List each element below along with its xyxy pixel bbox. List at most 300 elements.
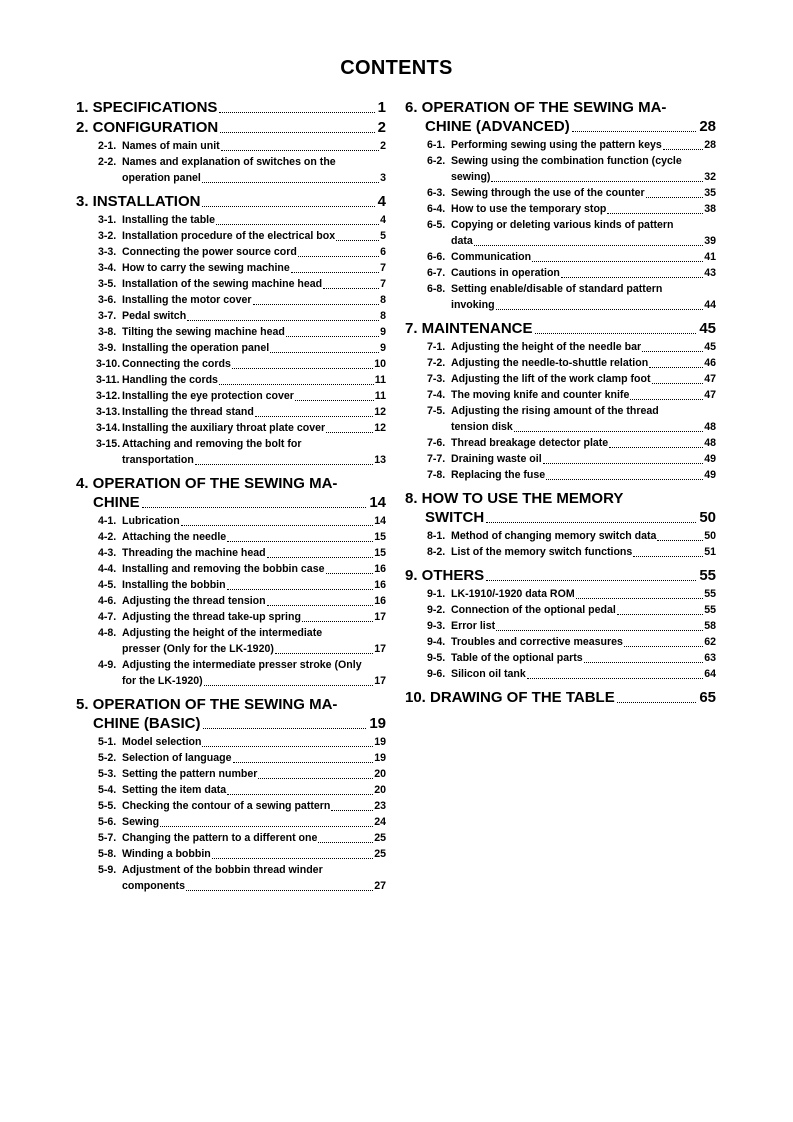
item-number: 4-9. (98, 659, 117, 671)
item-title-cont: transportation (122, 454, 194, 466)
item-number: 9-4. (427, 636, 446, 648)
toc-item[interactable] (405, 137, 716, 153)
item-page: 25 (374, 848, 386, 860)
item-number: 4-2. (98, 531, 117, 543)
item-page: 38 (704, 203, 716, 215)
item-page: 55 (704, 604, 716, 616)
leader-dots (663, 149, 703, 150)
item-page: 17 (374, 675, 386, 687)
item-title: Lubrication (122, 515, 180, 527)
item-number: 4-3. (98, 547, 117, 559)
item-number: 5-2. (98, 752, 117, 764)
toc-item[interactable] (405, 650, 716, 666)
leader-dots (202, 206, 374, 207)
item-page: 47 (704, 389, 716, 401)
leader-dots (646, 197, 704, 198)
section-title-cont: CHINE (ADVANCED) (425, 118, 570, 135)
item-page: 62 (704, 636, 716, 648)
leader-dots (561, 277, 703, 278)
item-page: 16 (374, 579, 386, 591)
toc-item[interactable] (76, 609, 386, 625)
toc-item[interactable] (76, 356, 386, 372)
item-number: 3-4. (98, 262, 117, 274)
toc-item[interactable] (76, 814, 386, 830)
item-number: 5-4. (98, 784, 117, 796)
toc-item[interactable] (405, 339, 716, 355)
toc-item[interactable] (405, 371, 716, 387)
item-title: Handling the cords (122, 374, 218, 386)
item-number: 6-8. (427, 283, 446, 295)
item-title: Table of the optional parts (451, 652, 583, 664)
toc-item[interactable] (76, 782, 386, 798)
item-page: 7 (380, 262, 386, 274)
leader-dots (181, 525, 374, 526)
leader-dots (286, 336, 379, 337)
item-page: 47 (704, 373, 716, 385)
leader-dots (160, 826, 373, 827)
toc-section-3[interactable] (76, 192, 386, 211)
item-page: 20 (374, 784, 386, 796)
item-title: Draining waste oil (451, 453, 542, 465)
item-title: Checking the contour of a sewing pattern (122, 800, 331, 812)
item-page: 43 (704, 267, 716, 279)
item-title: Installing the eye protection cover (122, 390, 294, 402)
toc-item[interactable] (405, 528, 716, 544)
leader-dots (253, 304, 380, 305)
item-number: 3-14. (96, 422, 121, 434)
leader-dots (212, 858, 373, 859)
toc-section-9[interactable] (405, 566, 716, 585)
item-page: 11 (374, 374, 386, 386)
item-title: Installing the auxiliary throat plate cover (122, 422, 326, 434)
toc-item[interactable] (405, 153, 716, 185)
item-number: 6-3. (427, 187, 446, 199)
leader-dots (617, 614, 703, 615)
section-page: 28 (699, 118, 716, 135)
item-title: Setting the pattern number (122, 768, 258, 780)
section-page: 19 (369, 715, 386, 732)
item-page: 44 (704, 299, 716, 311)
toc-item[interactable] (76, 228, 386, 244)
leader-dots (204, 685, 374, 686)
item-title: Communication (451, 251, 532, 263)
item-number: 6-1. (427, 139, 446, 151)
item-page: 49 (704, 469, 716, 481)
leader-dots (642, 351, 703, 352)
leader-dots (649, 367, 703, 368)
item-page: 15 (374, 531, 386, 543)
item-page: 17 (374, 643, 386, 655)
toc-item[interactable] (76, 276, 386, 292)
leader-dots (318, 842, 373, 843)
item-title: Performing sewing using the pattern keys (451, 139, 662, 151)
item-number: 7-2. (427, 357, 446, 369)
section-title: 6. OPERATION OF THE SEWING MA- (405, 99, 667, 116)
item-page: 45 (704, 341, 716, 353)
item-page: 49 (704, 453, 716, 465)
item-page: 5 (380, 230, 386, 242)
toc-item[interactable] (76, 436, 386, 468)
toc-section-10[interactable] (405, 688, 716, 707)
item-page: 63 (704, 652, 716, 664)
section-page: 50 (699, 509, 716, 526)
item-number: 7-4. (427, 389, 446, 401)
item-page: 9 (380, 326, 386, 338)
toc-item[interactable] (76, 244, 386, 260)
item-title: Installing and removing the bobbin case (122, 563, 325, 575)
leader-dots (227, 794, 373, 795)
leader-dots (474, 245, 703, 246)
toc-item[interactable] (76, 577, 386, 593)
toc-item[interactable] (76, 388, 386, 404)
section-title-cont: CHINE (93, 494, 140, 511)
section-page: 14 (369, 494, 386, 511)
item-title: Setting the item data (122, 784, 227, 796)
item-number: 8-2. (427, 546, 446, 558)
item-title: Connection of the optional pedal (451, 604, 616, 616)
item-number: 3-6. (98, 294, 117, 306)
toc-item[interactable] (405, 355, 716, 371)
leader-dots (220, 132, 374, 133)
item-title-cont: invoking (451, 299, 495, 311)
toc-item[interactable] (76, 420, 386, 436)
section-title-cont: CHINE (BASIC) (93, 715, 201, 732)
item-page: 46 (704, 357, 716, 369)
section-title: 4. OPERATION OF THE SEWING MA- (76, 475, 338, 492)
item-page: 41 (704, 251, 716, 263)
section-title: 9. OTHERS (405, 567, 485, 584)
toc-item[interactable] (76, 260, 386, 276)
leader-dots (633, 556, 703, 557)
leader-dots (233, 762, 374, 763)
item-title: Error list (451, 620, 496, 632)
item-page: 19 (374, 752, 386, 764)
toc-item[interactable] (76, 750, 386, 766)
item-title: Connecting the power source cord (122, 246, 297, 258)
leader-dots (219, 112, 374, 113)
item-page: 8 (380, 310, 386, 322)
item-page: 8 (380, 294, 386, 306)
toc-item[interactable] (405, 467, 716, 483)
item-title: Adjusting the intermediate presser stroke (Only (122, 659, 362, 671)
section-page: 55 (699, 567, 716, 584)
toc-item[interactable] (76, 324, 386, 340)
leader-dots (255, 416, 373, 417)
leader-dots (543, 463, 704, 464)
toc-right-column (405, 98, 716, 708)
item-page: 10 (374, 358, 386, 370)
toc-section-6[interactable] (405, 98, 716, 136)
toc-item[interactable] (76, 798, 386, 814)
item-number: 9-3. (427, 620, 446, 632)
toc-item[interactable] (405, 217, 716, 249)
item-title: How to carry the sewing machine (122, 262, 290, 274)
item-page: 14 (374, 515, 386, 527)
item-page: 25 (374, 832, 386, 844)
page-title: CONTENTS (340, 57, 453, 79)
item-title: Method of changing memory switch data (451, 530, 657, 542)
leader-dots (657, 540, 703, 541)
item-number: 8-1. (427, 530, 446, 542)
item-number: 7-6. (427, 437, 446, 449)
leader-dots (496, 309, 704, 310)
toc-item[interactable] (76, 138, 386, 154)
toc-item[interactable] (405, 618, 716, 634)
toc-item[interactable] (76, 154, 386, 186)
toc-item[interactable] (76, 292, 386, 308)
leader-dots (232, 368, 373, 369)
section-title: 3. INSTALLATION (76, 193, 201, 210)
item-number: 5-5. (98, 800, 117, 812)
item-title: Setting enable/disable of standard pattern (451, 283, 663, 295)
item-title: LK-1910/-1920 data ROM (451, 588, 575, 600)
item-number: 6-6. (427, 251, 446, 263)
toc-section-4[interactable] (76, 474, 386, 512)
toc-section-5[interactable] (76, 695, 386, 733)
section-page: 65 (699, 689, 716, 706)
item-page: 12 (374, 422, 386, 434)
toc-item[interactable] (76, 561, 386, 577)
toc-item[interactable] (405, 281, 716, 313)
toc-item[interactable] (76, 593, 386, 609)
toc-item[interactable] (76, 513, 386, 529)
item-page: 55 (704, 588, 716, 600)
item-page: 9 (380, 342, 386, 354)
item-title: Attaching the needle (122, 531, 227, 543)
item-number: 5-9. (98, 864, 117, 876)
item-title-cont: tension disk (451, 421, 513, 433)
item-title: Sewing using the combination function (cycle (451, 155, 682, 167)
leader-dots (532, 261, 703, 262)
leader-dots (624, 646, 703, 647)
toc-item[interactable] (405, 185, 716, 201)
item-number: 3-10. (96, 358, 121, 370)
item-page: 28 (704, 139, 716, 151)
item-title: Adjustment of the bobbin thread winder (122, 864, 323, 876)
leader-dots (202, 746, 373, 747)
leader-dots (514, 431, 703, 432)
item-title: Adjusting the thread take-up spring (122, 611, 301, 623)
leader-dots (326, 432, 373, 433)
toc-item[interactable] (76, 340, 386, 356)
item-page: 16 (374, 595, 386, 607)
section-title: 1. SPECIFICATIONS (76, 99, 218, 116)
leader-dots (298, 256, 379, 257)
item-number: 6-4. (427, 203, 446, 215)
item-title: Attaching and removing the bolt for (122, 438, 302, 450)
item-number: 5-7. (98, 832, 117, 844)
toc-item[interactable] (76, 212, 386, 228)
leader-dots (203, 728, 367, 729)
item-number: 4-1. (98, 515, 117, 527)
item-title: Names of main unit (122, 140, 220, 152)
item-page: 64 (704, 668, 716, 680)
section-title: 2. CONFIGURATION (76, 119, 219, 136)
item-number: 3-5. (98, 278, 117, 290)
item-number: 4-6. (98, 595, 117, 607)
item-number: 9-1. (427, 588, 446, 600)
toc-section-1[interactable] (76, 98, 386, 117)
item-page: 24 (374, 816, 386, 828)
item-number: 6-2. (427, 155, 446, 167)
item-number: 3-2. (98, 230, 117, 242)
leader-dots (576, 598, 704, 599)
item-number: 5-1. (98, 736, 117, 748)
item-title: Installing the bobbin (122, 579, 226, 591)
item-number: 3-8. (98, 326, 117, 338)
toc-item[interactable] (405, 634, 716, 650)
toc-item[interactable] (405, 451, 716, 467)
item-page: 58 (704, 620, 716, 632)
leader-dots (227, 589, 374, 590)
toc-item[interactable] (76, 545, 386, 561)
leader-dots (216, 224, 379, 225)
leader-dots (142, 507, 367, 508)
leader-dots (607, 213, 703, 214)
item-number: 9-2. (427, 604, 446, 616)
item-number: 6-7. (427, 267, 446, 279)
item-number: 3-3. (98, 246, 117, 258)
item-page: 15 (374, 547, 386, 559)
item-number: 5-6. (98, 816, 117, 828)
item-title: Changing the pattern to a different one (122, 832, 318, 844)
toc-section-7[interactable] (405, 319, 716, 338)
leader-dots (302, 621, 373, 622)
toc-item[interactable] (405, 265, 716, 281)
toc-item[interactable] (405, 387, 716, 403)
toc-section-2[interactable] (76, 118, 386, 137)
item-title: Sewing (122, 816, 160, 828)
item-title: Cautions in operation (451, 267, 560, 279)
section-page: 1 (377, 99, 386, 116)
item-title: Replacing the fuse (451, 469, 546, 481)
leader-dots (486, 580, 696, 581)
item-title: The moving knife and counter knife (451, 389, 630, 401)
leader-dots (584, 662, 704, 663)
item-number: 2-2. (98, 156, 117, 168)
toc-item[interactable] (76, 862, 386, 894)
item-title: Troubles and corrective measures (451, 636, 623, 648)
item-number: 3-11. (96, 374, 120, 386)
item-page: 27 (374, 880, 386, 892)
leader-dots (275, 653, 373, 654)
leader-dots (267, 557, 374, 558)
item-title: Installing the table (122, 214, 216, 226)
toc-item[interactable] (405, 249, 716, 265)
leader-dots (546, 479, 703, 480)
leader-dots (491, 181, 703, 182)
item-page: 6 (380, 246, 386, 258)
leader-dots (270, 352, 379, 353)
item-number: 2-1. (98, 140, 117, 152)
toc-item[interactable] (76, 372, 386, 388)
toc-item[interactable] (76, 625, 386, 657)
item-number: 3-12. (96, 390, 121, 402)
item-page: 4 (380, 214, 386, 226)
item-page: 11 (374, 390, 386, 402)
leader-dots (572, 131, 697, 132)
item-title: Installing the operation panel (122, 342, 270, 354)
item-title-cont: sewing) (451, 171, 491, 183)
item-page: 20 (374, 768, 386, 780)
item-number: 4-4. (98, 563, 117, 575)
item-title: How to use the temporary stop (451, 203, 607, 215)
leader-dots (291, 272, 379, 273)
item-title: Model selection (122, 736, 202, 748)
leader-dots (221, 150, 379, 151)
item-page: 2 (380, 140, 386, 152)
item-page: 7 (380, 278, 386, 290)
toc-item[interactable] (76, 846, 386, 862)
toc-item[interactable] (405, 435, 716, 451)
item-page: 13 (374, 454, 386, 466)
leader-dots (219, 384, 374, 385)
item-number: 7-5. (427, 405, 446, 417)
toc-item[interactable] (76, 308, 386, 324)
item-number: 3-7. (98, 310, 117, 322)
leader-dots (617, 702, 697, 703)
item-title: Adjusting the needle-to-shuttle relation (451, 357, 649, 369)
leader-dots (527, 678, 703, 679)
toc-item[interactable] (76, 657, 386, 689)
toc-section-8[interactable] (405, 489, 716, 527)
item-number: 4-5. (98, 579, 117, 591)
item-number: 9-5. (427, 652, 446, 664)
item-page: 23 (374, 800, 386, 812)
leader-dots (652, 383, 704, 384)
toc-item[interactable] (76, 734, 386, 750)
toc-item[interactable] (405, 544, 716, 560)
item-number: 9-6. (427, 668, 446, 680)
item-page: 35 (704, 187, 716, 199)
item-page: 51 (704, 546, 716, 558)
item-title-cont: components (122, 880, 185, 892)
toc-item[interactable] (405, 602, 716, 618)
item-number: 7-7. (427, 453, 446, 465)
leader-dots (202, 182, 379, 183)
leader-dots (295, 400, 374, 401)
section-title: 5. OPERATION OF THE SEWING MA- (76, 696, 338, 713)
section-title: 7. MAINTENANCE (405, 320, 533, 337)
toc-item[interactable] (405, 586, 716, 602)
section-title-cont: SWITCH (425, 509, 485, 526)
leader-dots (336, 240, 379, 241)
item-number: 4-7. (98, 611, 117, 623)
item-title: Installing the thread stand (122, 406, 254, 418)
item-number: 7-8. (427, 469, 446, 481)
toc-item[interactable] (76, 529, 386, 545)
toc-item[interactable] (405, 201, 716, 217)
item-title: Thread breakage detector plate (451, 437, 609, 449)
item-title: List of the memory switch functions (451, 546, 633, 558)
toc-item[interactable] (405, 666, 716, 682)
item-page: 32 (704, 171, 716, 183)
toc-item[interactable] (76, 830, 386, 846)
toc-item[interactable] (405, 403, 716, 435)
leader-dots (609, 447, 703, 448)
item-number: 3-1. (98, 214, 117, 226)
section-page: 45 (699, 320, 716, 337)
item-page: 17 (374, 611, 386, 623)
item-title: Installation of the sewing machine head (122, 278, 323, 290)
item-title: Winding a bobbin (122, 848, 211, 860)
item-title: Pedal switch (122, 310, 187, 322)
item-title: Selection of language (122, 752, 232, 764)
toc-item[interactable] (76, 766, 386, 782)
item-number: 3-9. (98, 342, 117, 354)
toc-item[interactable] (76, 404, 386, 420)
item-title: Installing the motor cover (122, 294, 252, 306)
